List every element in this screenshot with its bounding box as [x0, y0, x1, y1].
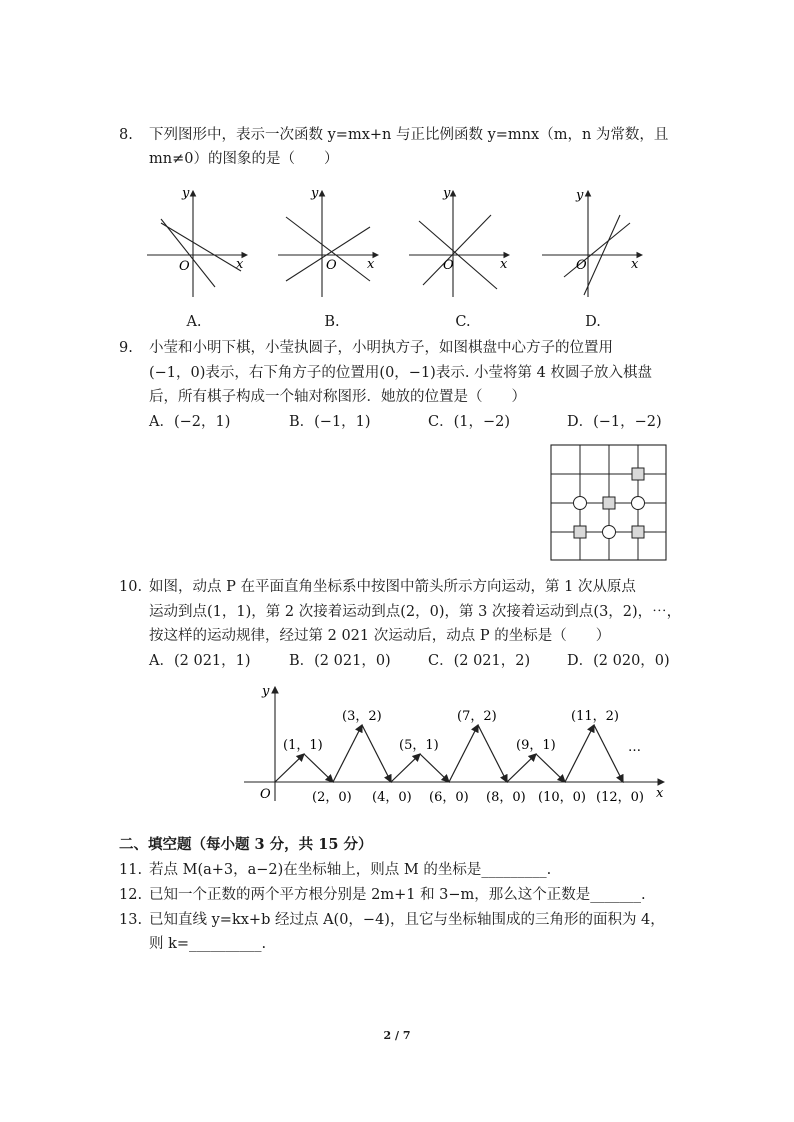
question-13-text-line-2: 则 k=__________.	[149, 936, 267, 952]
graph-d-y-label: y	[576, 188, 584, 203]
question-12-text: 已知一个正数的两个平方根分别是 2m+1 和 3−m，那么这个正数是_______.	[149, 887, 646, 903]
q10-y-label: y	[262, 684, 270, 699]
q10-label-4-0: (4，0)	[372, 790, 412, 805]
q10-option-c: C．(2 021，2)	[428, 653, 531, 669]
question-8-number: 8.	[119, 127, 133, 143]
q10-option-d: D．(2 020，0)	[567, 653, 670, 669]
segment	[304, 754, 333, 782]
graph-a-x-label: x	[236, 257, 244, 272]
q8-graph-c	[405, 185, 515, 300]
q8-graph-d	[538, 185, 648, 300]
q10-label-12-0: (12，0)	[596, 790, 644, 805]
q9-option-b: B．(−1，1)	[289, 414, 371, 430]
question-10-number: 10.	[119, 579, 143, 595]
segment	[594, 725, 623, 782]
q10-label-1-1: (1，1)	[283, 738, 323, 753]
page-number: 2 / 7	[383, 1029, 411, 1042]
square-piece	[603, 497, 615, 509]
segment	[565, 725, 594, 782]
question-9-text-line-3: 后，所有棋子构成一个轴对称图形．她放的位置是（ ）	[149, 389, 526, 405]
graph-a-origin-label: O	[179, 259, 190, 274]
q10-origin-label: O	[260, 787, 271, 802]
segment	[507, 754, 536, 782]
graph-b-y-label: y	[311, 186, 319, 201]
q9-option-d: D．(−1，−2)	[567, 414, 662, 430]
segment	[362, 725, 391, 782]
q10-ellipsis: …	[628, 740, 641, 755]
question-8-text-line-1: 下列图形中，表示一次函数 y=mx+n 与正比例函数 y=mnx（m，n 为常数，且	[149, 127, 669, 143]
question-9-number: 9.	[119, 340, 133, 356]
q10-label-2-0: (2，0)	[312, 790, 352, 805]
segment	[333, 725, 362, 782]
q10-label-8-0: (8，0)	[486, 790, 526, 805]
q10-label-3-2: (3，2)	[342, 709, 382, 724]
graph-d-origin-label: O	[576, 258, 587, 273]
q10-option-a: A．(2 021，1)	[149, 653, 251, 669]
q8-option-c: C.	[455, 314, 471, 330]
q8-graph-a	[143, 185, 253, 300]
graph-d-x-label: x	[631, 257, 639, 272]
segment	[391, 754, 420, 782]
q10-label-7-2: (7，2)	[457, 709, 497, 724]
segment	[275, 754, 304, 782]
section-2-title: 二、填空题（每小题 3 分，共 15 分）	[119, 836, 373, 853]
graph-c-x-label: x	[500, 257, 508, 272]
q10-x-label: x	[656, 786, 664, 801]
question-10-text-line-1: 如图，动点 P 在平面直角坐标系中按图中箭头所示方向运动，第 1 次从原点	[149, 579, 636, 595]
round-piece	[632, 497, 645, 510]
q10-label-9-1: (9，1)	[516, 738, 556, 753]
segment	[478, 725, 507, 782]
question-10-text-line-3: 按这样的运动规律，经过第 2 021 次运动后，动点 P 的坐标是（ ）	[149, 628, 611, 644]
round-piece	[603, 526, 616, 539]
q10-label-11-2: (11，2)	[571, 709, 619, 724]
q10-label-5-1: (5，1)	[399, 738, 439, 753]
question-13-number: 13.	[119, 912, 143, 928]
segment	[536, 754, 565, 782]
question-11-text: 若点 M(a+3，a−2)在坐标轴上，则点 M 的坐标是_________.	[149, 862, 552, 878]
question-9-text-line-1: 小莹和小明下棋，小莹执圆子，小明执方子，如图棋盘中心方子的位置用	[149, 340, 613, 356]
segment	[420, 754, 449, 782]
round-piece	[574, 497, 587, 510]
segment	[449, 725, 478, 782]
square-piece	[632, 468, 644, 480]
question-11-number: 11.	[119, 862, 143, 878]
q8-graph-b	[274, 185, 384, 300]
question-12-number: 12.	[119, 887, 143, 903]
q10-label-6-0: (6，0)	[429, 790, 469, 805]
graph-b-x-label: x	[367, 257, 375, 272]
q8-option-b: B.	[324, 314, 340, 330]
q9-chess-board	[549, 443, 669, 563]
question-13-text-line-1: 已知直线 y=kx+b 经过点 A(0，−4)，且它与坐标轴围成的三角形的面积为 4，	[149, 912, 665, 928]
q9-option-a: A．(−2，1)	[149, 414, 231, 430]
q10-zigzag-figure	[240, 683, 670, 808]
question-8-text-line-2: mn≠0）的图象的是（ ）	[149, 151, 339, 167]
q9-option-c: C．(1，−2)	[428, 414, 511, 430]
graph-c-y-label: y	[443, 186, 451, 201]
q10-option-b: B．(2 021，0)	[289, 653, 391, 669]
question-9-text-line-2: (−1，0)表示，右下角方子的位置用(0，−1)表示. 小莹将第 4 枚圆子放入棋盘	[149, 365, 652, 381]
q10-label-10-0: (10，0)	[538, 790, 586, 805]
square-piece	[632, 526, 644, 538]
question-10-text-line-2: 运动到点(1，1)，第 2 次接着运动到点(2，0)，第 3 次接着运动到点(3，2)，⋯，	[149, 604, 682, 620]
q8-option-a: A.	[186, 314, 202, 330]
graph-b-origin-label: O	[326, 258, 337, 273]
square-piece	[574, 526, 586, 538]
q8-option-d: D.	[585, 314, 601, 330]
graph-a-y-label: y	[182, 186, 190, 201]
graph-c-origin-label: O	[443, 258, 454, 273]
